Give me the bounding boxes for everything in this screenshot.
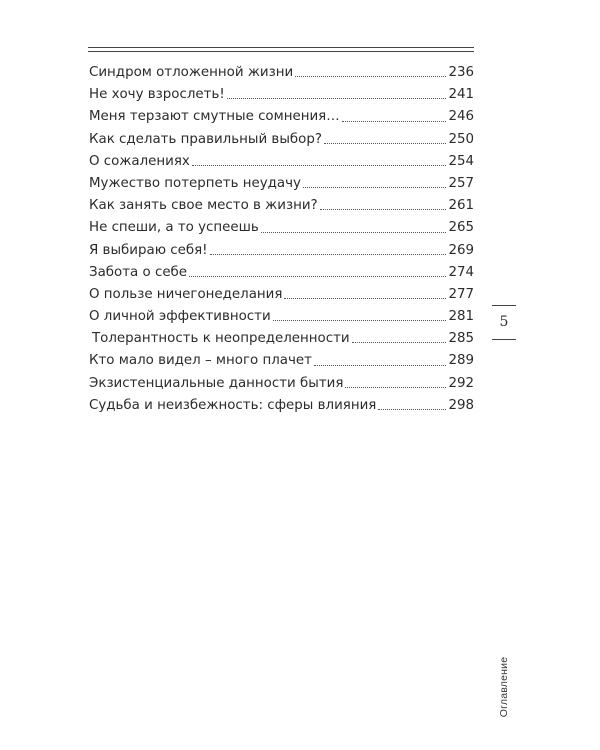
toc-entry[interactable]	[89, 395, 474, 417]
toc-entry[interactable]	[89, 284, 474, 306]
page-number: 5	[499, 314, 509, 330]
dot-leader	[342, 120, 447, 122]
toc-entry[interactable]	[89, 173, 474, 195]
toc-entry[interactable]	[89, 195, 474, 217]
toc-entry-page: 298	[448, 397, 474, 413]
toc-entry-title: Как сделать правильный выбор?	[89, 131, 322, 147]
dot-leader	[324, 142, 446, 144]
toc-entry[interactable]	[89, 373, 474, 395]
dot-leader	[345, 386, 446, 388]
toc-entry-page: 269	[448, 242, 474, 258]
toc-entry-page: 257	[448, 175, 474, 191]
toc-entry-title: Меня терзают смутные сомнения…	[89, 109, 340, 125]
toc-entry-title: Толерантность к неопределенности	[92, 331, 350, 347]
dot-leader	[210, 253, 447, 255]
running-title-text: Оглавление	[498, 656, 510, 718]
dot-leader	[192, 164, 447, 166]
dot-leader	[303, 186, 447, 188]
dot-leader	[295, 75, 446, 77]
toc-entry-page: 261	[448, 198, 474, 214]
toc-entry[interactable]	[89, 84, 474, 106]
dot-leader	[320, 208, 447, 210]
toc-entry-title: О пользе ничегонеделания	[89, 286, 283, 302]
toc-entry-title: О сожалениях	[89, 153, 190, 169]
toc-entry[interactable]	[89, 262, 474, 284]
dot-leader	[314, 364, 447, 366]
toc-entry-title: Забота о себе	[89, 264, 188, 280]
dot-leader	[261, 231, 447, 233]
toc-entry[interactable]	[89, 151, 474, 173]
toc-entry-page: 241	[448, 87, 474, 103]
toc-entry-title: О личной эффективности	[89, 309, 271, 325]
toc-entry-page: 277	[448, 286, 474, 302]
page-number-rule	[492, 305, 516, 306]
toc-entry-page: 246	[448, 109, 474, 125]
toc-entry-title: Как занять свое место в жизни?	[89, 198, 318, 214]
toc-entry-page: 292	[448, 375, 474, 391]
top-rule	[88, 51, 474, 52]
toc-entry[interactable]	[89, 129, 474, 151]
toc-entry-title: Кто мало видел – много плачет	[89, 353, 312, 369]
dot-leader	[352, 341, 447, 343]
toc-entry-title: Экзистенциальные данности бытия	[89, 375, 344, 391]
toc-entry[interactable]	[89, 217, 474, 239]
dot-leader	[284, 297, 446, 299]
toc-entry-title: Мужество потерпеть неудачу	[89, 175, 301, 191]
toc-entry-page: 254	[448, 153, 474, 169]
toc-entry-page: 236	[448, 65, 474, 80]
toc-entry-page: 274	[448, 264, 474, 280]
dot-leader	[189, 275, 446, 277]
dot-leader	[273, 319, 447, 321]
toc-entry[interactable]	[89, 328, 474, 350]
toc-entry[interactable]	[89, 350, 474, 372]
toc-entry-title: Не хочу взрослеть!	[89, 87, 225, 103]
toc-entry-page: 281	[448, 309, 474, 325]
table-of-contents	[89, 62, 474, 417]
toc-entry[interactable]	[89, 62, 474, 84]
toc-entry-page: 285	[448, 331, 474, 347]
dot-leader	[378, 408, 446, 410]
toc-entry-title: Судьба и неизбежность: сферы влияния	[89, 397, 377, 413]
toc-entry[interactable]	[89, 240, 474, 262]
toc-entry[interactable]	[89, 306, 474, 328]
toc-entry-title: Я выбираю себя!	[89, 242, 208, 258]
page-number-rule	[492, 339, 516, 340]
toc-entry-page: 265	[448, 220, 474, 236]
running-title	[497, 656, 511, 718]
toc-entry[interactable]	[89, 106, 474, 128]
top-rule	[88, 47, 474, 48]
toc-entry-title: Синдром отложенной жизни	[89, 65, 294, 80]
dot-leader	[227, 97, 447, 99]
toc-entry-page: 250	[448, 131, 474, 147]
toc-entry-title: Не спеши, а то успеешь	[89, 220, 259, 236]
toc-entry-page: 289	[448, 353, 474, 369]
